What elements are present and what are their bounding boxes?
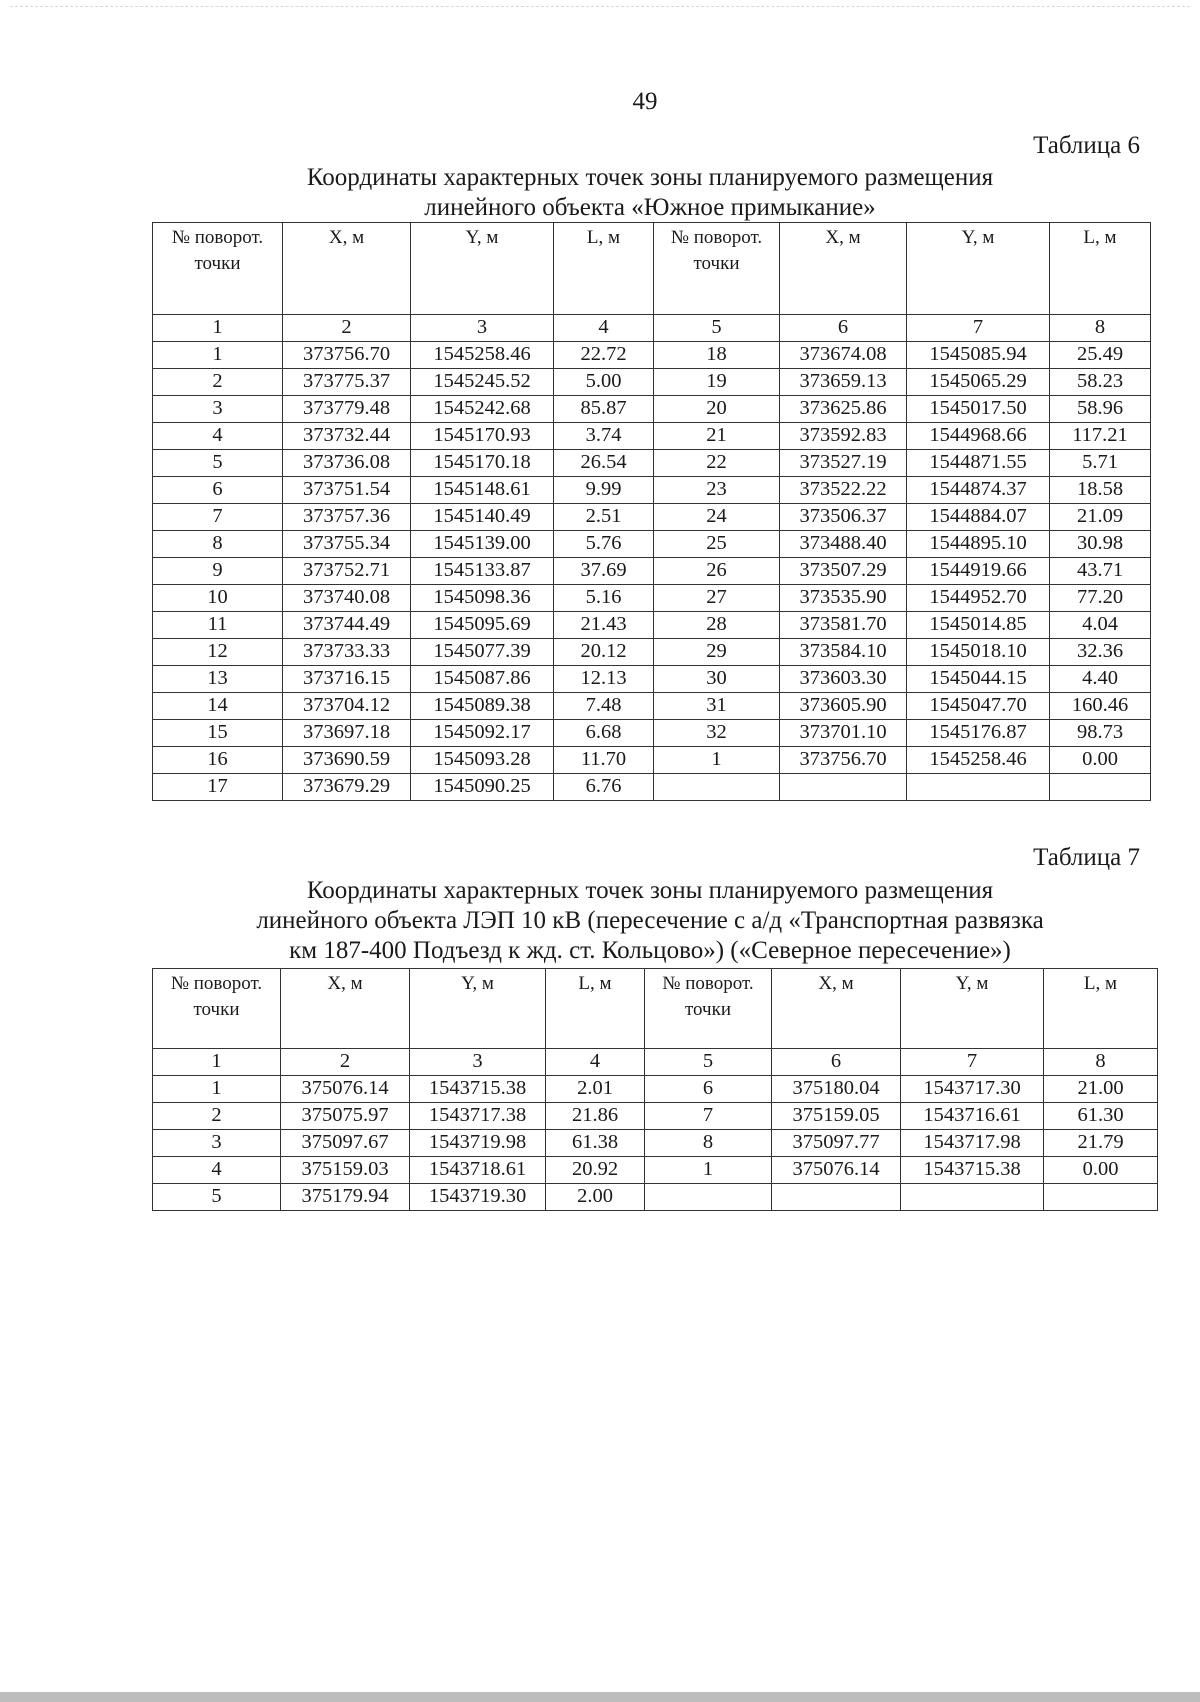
table6-cell: 5.71 <box>1050 450 1151 477</box>
table6-cell: 373488.40 <box>780 531 907 558</box>
table6-header-point-no-2: № поворот. точки <box>654 223 780 315</box>
table7-header-y: Y, м <box>410 969 546 1049</box>
table6-cell: 1545258.46 <box>907 747 1050 774</box>
table6-row <box>153 612 1151 639</box>
table7-cell: 375179.94 <box>281 1184 410 1211</box>
table6-cell: 16 <box>153 747 283 774</box>
table6-cell: 373756.70 <box>780 747 907 774</box>
table6-title-line-2: линейного объекта «Южное примыкание» <box>424 194 876 221</box>
table6-cell: 24 <box>654 504 780 531</box>
table6-cell: 1545085.94 <box>907 342 1050 369</box>
table7-row <box>153 1076 1158 1103</box>
table6-cell: 4.04 <box>1050 612 1151 639</box>
table7-title-line-1: Координаты характерных точек зоны планируемого размещения <box>306 877 994 904</box>
table6-cell <box>907 774 1050 801</box>
table6-cell: 5.76 <box>554 531 654 558</box>
table6-cell: 373757.36 <box>283 504 411 531</box>
table6-cell: 1545089.38 <box>411 693 554 720</box>
table6-cell: 27 <box>654 585 780 612</box>
table7-cell: 1 <box>153 1076 281 1103</box>
table7-header-l: L, м <box>546 969 645 1049</box>
table7-header-point-no: № поворот. точки <box>153 969 281 1049</box>
table6-cell: 25 <box>654 531 780 558</box>
table6-cell: 1545245.52 <box>411 369 554 396</box>
table7-header-point-no-2: № поворот. точки <box>645 969 772 1049</box>
table6-cell: 15 <box>153 720 283 747</box>
table6-colnum: 5 <box>654 315 780 342</box>
table6-cell: 1545044.15 <box>907 666 1050 693</box>
table6-cell: 1545170.93 <box>411 423 554 450</box>
table6-row <box>153 666 1151 693</box>
table7-cell <box>645 1184 772 1211</box>
table6-cell: 3.74 <box>554 423 654 450</box>
table6-colnum: 3 <box>411 315 554 342</box>
table6-row <box>153 639 1151 666</box>
table6-cell: 58.23 <box>1050 369 1151 396</box>
table6-cell: 373605.90 <box>780 693 907 720</box>
table7-colnum: 7 <box>901 1049 1044 1076</box>
table7-colnum: 6 <box>772 1049 901 1076</box>
table7-header-row <box>153 969 1158 1049</box>
table6-cell: 43.71 <box>1050 558 1151 585</box>
table6-cell: 4.40 <box>1050 666 1151 693</box>
table6-cell: 373690.59 <box>283 747 411 774</box>
table7-cell <box>901 1184 1044 1211</box>
table7-cell: 1543715.38 <box>901 1157 1044 1184</box>
table6-cell: 373581.70 <box>780 612 907 639</box>
table6-cell: 21 <box>654 423 780 450</box>
table6-row <box>153 342 1151 369</box>
table6-cell: 28 <box>654 612 780 639</box>
table6-cell: 10 <box>153 585 283 612</box>
table6-cell: 373744.49 <box>283 612 411 639</box>
table7-cell: 1543719.30 <box>410 1184 546 1211</box>
table7-cell: 21.00 <box>1044 1076 1158 1103</box>
table6-cell: 1544968.66 <box>907 423 1050 450</box>
table7-cell: 1543717.38 <box>410 1103 546 1130</box>
table6-cell: 21.43 <box>554 612 654 639</box>
table7-cell: 1543716.61 <box>901 1103 1044 1130</box>
table6-row <box>153 450 1151 477</box>
table7-cell: 375180.04 <box>772 1076 901 1103</box>
table6-cell: 1544895.10 <box>907 531 1050 558</box>
table6-cell: 373716.15 <box>283 666 411 693</box>
table6-cell: 373697.18 <box>283 720 411 747</box>
table6-cell: 26 <box>654 558 780 585</box>
table6-cell: 0.00 <box>1050 747 1151 774</box>
table6-cell: 373704.12 <box>283 693 411 720</box>
table6-row <box>153 423 1151 450</box>
table6-cell: 26.54 <box>554 450 654 477</box>
table6-cell <box>1050 774 1151 801</box>
table6-cell: 373659.13 <box>780 369 907 396</box>
table7-cell: 2.01 <box>546 1076 645 1103</box>
table6-cell: 22.72 <box>554 342 654 369</box>
table7-cell: 375159.05 <box>772 1103 901 1130</box>
table6-cell: 20.12 <box>554 639 654 666</box>
table6-cell: 1545133.87 <box>411 558 554 585</box>
table6-cell: 1545148.61 <box>411 477 554 504</box>
table6-cell: 12.13 <box>554 666 654 693</box>
table7-cell: 2 <box>153 1103 281 1130</box>
table6-cell: 1545047.70 <box>907 693 1050 720</box>
table6-cell: 1545077.39 <box>411 639 554 666</box>
table6-cell: 58.96 <box>1050 396 1151 423</box>
table7-colnum: 4 <box>546 1049 645 1076</box>
table7-cell: 8 <box>645 1130 772 1157</box>
table7-cell: 375097.77 <box>772 1130 901 1157</box>
table6-cell: 1545017.50 <box>907 396 1050 423</box>
table7-caption: Таблица 7 <box>1033 844 1140 871</box>
table7-cell: 2.00 <box>546 1184 645 1211</box>
table6-row <box>153 720 1151 747</box>
table6-row <box>153 585 1151 612</box>
table6-cell: 373679.29 <box>283 774 411 801</box>
table7-row <box>153 1103 1158 1130</box>
table6-colnum: 6 <box>780 315 907 342</box>
table7-cell: 4 <box>153 1157 281 1184</box>
table6-row <box>153 504 1151 531</box>
table6-cell: 30.98 <box>1050 531 1151 558</box>
table7-cell: 375076.14 <box>772 1157 901 1184</box>
table6-cell: 373506.37 <box>780 504 907 531</box>
table7-cell: 7 <box>645 1103 772 1130</box>
table6-cell: 1544884.07 <box>907 504 1050 531</box>
page-number: 49 <box>632 88 658 115</box>
table7-cell <box>1044 1184 1158 1211</box>
table7-cell: 61.38 <box>546 1130 645 1157</box>
table6-cell: 14 <box>153 693 283 720</box>
table6-cell: 11 <box>153 612 283 639</box>
table6-body <box>153 342 1151 801</box>
table6-cell: 31 <box>654 693 780 720</box>
table6-cell: 18 <box>654 342 780 369</box>
table6-cell: 373535.90 <box>780 585 907 612</box>
table6-cell: 373733.33 <box>283 639 411 666</box>
table7-header-x-2: X, м <box>772 969 901 1049</box>
table6 <box>152 222 1151 801</box>
table6-cell: 373603.30 <box>780 666 907 693</box>
table6-cell: 1545242.68 <box>411 396 554 423</box>
table6-cell: 9 <box>153 558 283 585</box>
table6-cell: 160.46 <box>1050 693 1151 720</box>
table7-cell: 21.86 <box>546 1103 645 1130</box>
table6-cell: 1545176.87 <box>907 720 1050 747</box>
table6-cell: 2 <box>153 369 283 396</box>
table6-cell: 1544919.66 <box>907 558 1050 585</box>
table6-row <box>153 558 1151 585</box>
table7-body <box>153 1076 1158 1211</box>
table6-cell: 6 <box>153 477 283 504</box>
table6-cell: 22 <box>654 450 780 477</box>
table6-cell: 77.20 <box>1050 585 1151 612</box>
table7-cell: 1543719.98 <box>410 1130 546 1157</box>
table6-cell: 5 <box>153 450 283 477</box>
table6-cell: 1545095.69 <box>411 612 554 639</box>
table6-cell: 373756.70 <box>283 342 411 369</box>
table6-title-line-1: Координаты характерных точек зоны планируемого размещения <box>306 164 994 191</box>
table7-cell: 375097.67 <box>281 1130 410 1157</box>
table6-cell: 1545170.18 <box>411 450 554 477</box>
table6-colnum: 4 <box>554 315 654 342</box>
table7-column-numbers-row <box>153 1049 1158 1076</box>
table6-cell <box>780 774 907 801</box>
table6-cell: 85.87 <box>554 396 654 423</box>
table7-cell: 6 <box>645 1076 772 1103</box>
table7-cell: 21.79 <box>1044 1130 1158 1157</box>
table6-cell: 21.09 <box>1050 504 1151 531</box>
table6-row <box>153 396 1151 423</box>
table6-cell: 12 <box>153 639 283 666</box>
table7-cell: 375076.14 <box>281 1076 410 1103</box>
table6-cell: 373732.44 <box>283 423 411 450</box>
table6-colnum: 8 <box>1050 315 1151 342</box>
table6-cell: 1544874.37 <box>907 477 1050 504</box>
table6-cell: 13 <box>153 666 283 693</box>
table6-cell: 1545140.49 <box>411 504 554 531</box>
table6-header-l: L, м <box>554 223 654 315</box>
table6-cell: 1545098.36 <box>411 585 554 612</box>
table7-row <box>153 1130 1158 1157</box>
table6-cell: 9.99 <box>554 477 654 504</box>
table7-header-x: X, м <box>281 969 410 1049</box>
table7-cell: 3 <box>153 1130 281 1157</box>
table6-cell: 373751.54 <box>283 477 411 504</box>
table7-title-line-2: линейного объекта ЛЭП 10 кВ (пересечение с а/д «Транспортная развязка <box>256 907 1044 934</box>
table6-cell: 32.36 <box>1050 639 1151 666</box>
table7-title-line-3: км 187-400 Подъезд к жд. ст. Кольцово») («Северное пересечение») <box>289 937 1011 964</box>
table7-cell: 1 <box>645 1157 772 1184</box>
table6-cell: 5.16 <box>554 585 654 612</box>
table7-cell: 1543718.61 <box>410 1157 546 1184</box>
table6-cell: 32 <box>654 720 780 747</box>
table7-colnum: 3 <box>410 1049 546 1076</box>
table7-cell: 5 <box>153 1184 281 1211</box>
table6-cell: 1545087.86 <box>411 666 554 693</box>
table7-row <box>153 1157 1158 1184</box>
table6-cell: 373701.10 <box>780 720 907 747</box>
table7-cell: 1543717.30 <box>901 1076 1044 1103</box>
table6-cell: 1545090.25 <box>411 774 554 801</box>
table6-cell: 3 <box>153 396 283 423</box>
table6-cell: 2.51 <box>554 504 654 531</box>
table6-header-x-2: X, м <box>780 223 907 315</box>
table6-header-y: Y, м <box>411 223 554 315</box>
table6-cell: 1 <box>654 747 780 774</box>
table6-header-y-2: Y, м <box>907 223 1050 315</box>
table7-cell: 61.30 <box>1044 1103 1158 1130</box>
table6-cell: 373752.71 <box>283 558 411 585</box>
table6-cell: 373674.08 <box>780 342 907 369</box>
table6-row <box>153 477 1151 504</box>
table6-row <box>153 774 1151 801</box>
table7-cell: 20.92 <box>546 1157 645 1184</box>
table6-row <box>153 693 1151 720</box>
table7-header-l-2: L, м <box>1044 969 1158 1049</box>
table7-colnum: 8 <box>1044 1049 1158 1076</box>
table6-title <box>150 163 1150 223</box>
table6-cell: 98.73 <box>1050 720 1151 747</box>
scan-edge-top <box>10 6 1190 8</box>
table6-cell: 373755.34 <box>283 531 411 558</box>
table6-cell: 1545014.85 <box>907 612 1050 639</box>
table6-header-l-2: L, м <box>1050 223 1151 315</box>
table7-header-y-2: Y, м <box>901 969 1044 1049</box>
table6-cell: 117.21 <box>1050 423 1151 450</box>
table6-cell: 29 <box>654 639 780 666</box>
table6-cell: 373507.29 <box>780 558 907 585</box>
table6-colnum: 1 <box>153 315 283 342</box>
table6-cell: 11.70 <box>554 747 654 774</box>
table6-cell: 1545258.46 <box>411 342 554 369</box>
table6-colnum: 2 <box>283 315 411 342</box>
table6-cell: 1544871.55 <box>907 450 1050 477</box>
table6-cell <box>654 774 780 801</box>
table7-title <box>150 876 1150 966</box>
table6-cell: 1545092.17 <box>411 720 554 747</box>
table6-cell: 373527.19 <box>780 450 907 477</box>
table6-colnum: 7 <box>907 315 1050 342</box>
table6-cell: 1545139.00 <box>411 531 554 558</box>
table6-row <box>153 531 1151 558</box>
table6-cell: 18.58 <box>1050 477 1151 504</box>
table6-cell: 30 <box>654 666 780 693</box>
table6-cell: 1545065.29 <box>907 369 1050 396</box>
table7-cell: 0.00 <box>1044 1157 1158 1184</box>
table7-colnum: 5 <box>645 1049 772 1076</box>
table6-cell: 373625.86 <box>780 396 907 423</box>
table6-row <box>153 369 1151 396</box>
table6-cell: 6.76 <box>554 774 654 801</box>
table6-cell: 1545018.10 <box>907 639 1050 666</box>
table6-cell: 373736.08 <box>283 450 411 477</box>
table6-cell: 7 <box>153 504 283 531</box>
table6-cell: 4 <box>153 423 283 450</box>
table7-cell: 1543715.38 <box>410 1076 546 1103</box>
table7-cell: 375159.03 <box>281 1157 410 1184</box>
table6-header-x: X, м <box>283 223 411 315</box>
table6-caption: Таблица 6 <box>1033 132 1140 159</box>
table7-colnum: 2 <box>281 1049 410 1076</box>
table6-cell: 17 <box>153 774 283 801</box>
table6-cell: 6.68 <box>554 720 654 747</box>
table6-cell: 8 <box>153 531 283 558</box>
table6-cell: 19 <box>654 369 780 396</box>
table7-row <box>153 1184 1158 1211</box>
table6-cell: 1545093.28 <box>411 747 554 774</box>
table6-cell: 1544952.70 <box>907 585 1050 612</box>
table6-cell: 373775.37 <box>283 369 411 396</box>
table6-cell: 373522.22 <box>780 477 907 504</box>
table6-cell: 373740.08 <box>283 585 411 612</box>
table6-cell: 23 <box>654 477 780 504</box>
table6-header-row <box>153 223 1151 315</box>
table6-cell: 373779.48 <box>283 396 411 423</box>
table6-cell: 7.48 <box>554 693 654 720</box>
table7 <box>152 968 1158 1211</box>
table6-cell: 37.69 <box>554 558 654 585</box>
table7-cell: 375075.97 <box>281 1103 410 1130</box>
table6-header-point-no: № поворот. точки <box>153 223 283 315</box>
table7-colnum: 1 <box>153 1049 281 1076</box>
table7-cell <box>772 1184 901 1211</box>
table7-cell: 1543717.98 <box>901 1130 1044 1157</box>
table6-cell: 5.00 <box>554 369 654 396</box>
table6-cell: 373592.83 <box>780 423 907 450</box>
table6-row <box>153 747 1151 774</box>
table6-cell: 1 <box>153 342 283 369</box>
table6-cell: 25.49 <box>1050 342 1151 369</box>
table6-column-numbers-row <box>153 315 1151 342</box>
table6-cell: 373584.10 <box>780 639 907 666</box>
table6-cell: 20 <box>654 396 780 423</box>
scan-edge-bottom <box>0 1692 1200 1702</box>
